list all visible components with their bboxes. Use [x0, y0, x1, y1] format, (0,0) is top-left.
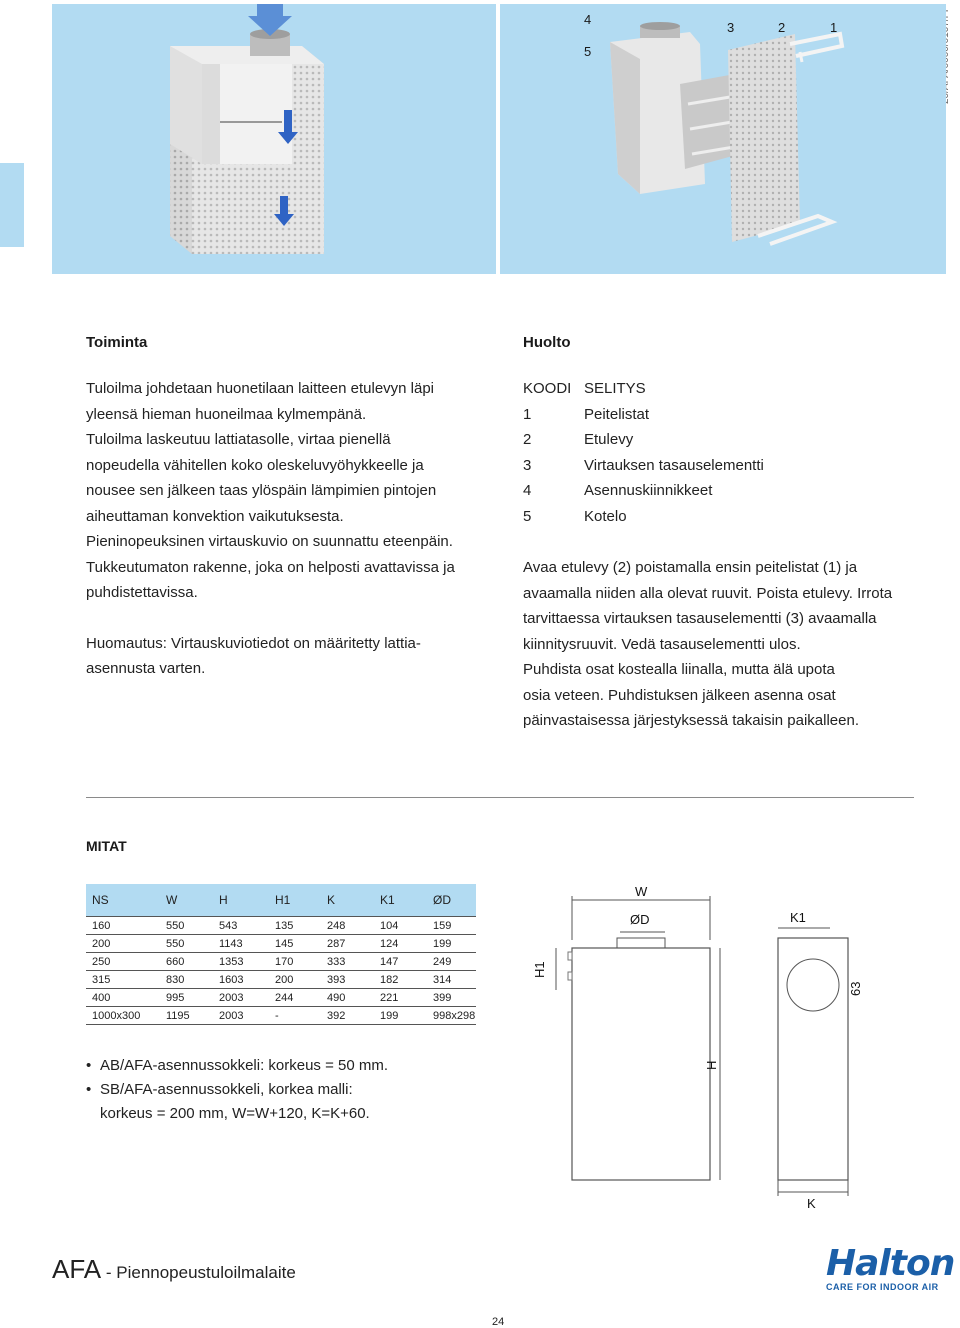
- callout-label-5: 5: [584, 44, 592, 59]
- section-divider: [86, 797, 914, 798]
- table-cell: 200: [269, 971, 321, 989]
- toiminta-note-line: Huomautus: Virtauskuviotiedot on määritetty lattia-: [86, 634, 421, 652]
- col-header: NS: [86, 884, 160, 917]
- table-cell: 248: [321, 917, 374, 935]
- toiminta-text: [86, 376, 506, 682]
- airflow-illustration-panel: [52, 4, 496, 274]
- table-cell: 399: [427, 989, 476, 1007]
- front-view: [532, 884, 720, 1180]
- legend-code: 2: [523, 431, 532, 448]
- table-row: [86, 1007, 476, 1025]
- legend-text: Virtauksen tasauselementti: [584, 456, 764, 474]
- table-cell: 249: [427, 953, 476, 971]
- legend-header: [523, 376, 923, 402]
- legend-text: Kotelo: [584, 507, 627, 525]
- legend-code: 4: [523, 482, 532, 499]
- toiminta-note-line: asennusta varten.: [86, 660, 206, 677]
- table-cell: 490: [321, 989, 374, 1007]
- table-cell: 1353: [213, 953, 269, 971]
- table-row: [86, 989, 476, 1007]
- toiminta-heading: Toiminta: [86, 334, 148, 351]
- huolto-line: Puhdista osat kostealla liinalla, mutta älä upota: [523, 661, 835, 678]
- table-cell: 244: [269, 989, 321, 1007]
- bullet-dot: •: [86, 1057, 92, 1074]
- toiminta-line: yleensä hieman huoneilmaa kylmempänä.: [86, 405, 367, 423]
- table-cell: 2003: [213, 1007, 269, 1025]
- col-header: H1: [269, 884, 321, 917]
- legend-row: [523, 427, 923, 453]
- duct-circle: [787, 959, 839, 1011]
- bullet-continuation: [86, 1102, 506, 1126]
- toiminta-line: nopeudella vähitellen koko oleskeluvyöhykkeelle ja: [86, 456, 424, 474]
- table-cell: 333: [321, 953, 374, 971]
- table-cell: 147: [374, 953, 427, 971]
- bullet-item: [86, 1054, 506, 1078]
- legend-text: Etulevy: [584, 431, 634, 448]
- legend-header-text: SELITYS: [584, 380, 646, 397]
- table-cell: 550: [160, 935, 213, 953]
- table-cell: 392: [321, 1007, 374, 1025]
- bullet-text: AB/AFA-asennussokkeli: korkeus = 50 mm.: [100, 1057, 389, 1074]
- table-cell: 314: [427, 971, 476, 989]
- col-header: K: [321, 884, 374, 917]
- table-cell: 393: [321, 971, 374, 989]
- table-header-row: [86, 884, 476, 917]
- toiminta-line: Tuloilma johdetaan huonetilaan laitteen etulevyn läpi: [86, 380, 435, 397]
- table-cell: 830: [160, 971, 213, 989]
- side-view: [778, 910, 863, 1210]
- halton-logo: [826, 1243, 955, 1294]
- bullet-dot: •: [86, 1081, 92, 1098]
- toiminta-line: Tuloilma laskeutuu lattiatasolle, virtaa pienellä: [86, 431, 391, 448]
- table-cell: 660: [160, 953, 213, 971]
- dimension-drawing: [520, 880, 880, 1210]
- table-cell: 199: [427, 935, 476, 953]
- rail-tick: [568, 952, 572, 960]
- huolto-heading: Huolto: [523, 334, 571, 351]
- table-cell: 135: [269, 917, 321, 935]
- callout-label-2: 2: [778, 20, 786, 35]
- page-number: 24: [492, 1316, 505, 1328]
- table-cell: 145: [269, 935, 321, 953]
- table-row: [86, 917, 476, 935]
- legend-text: Peitelistat: [584, 405, 650, 423]
- table-cell: 160: [86, 917, 160, 935]
- table-cell: 124: [374, 935, 427, 953]
- mitat-heading: MITAT: [86, 838, 127, 854]
- legend-row: [523, 402, 923, 428]
- table-cell: 104: [374, 917, 427, 935]
- legend-code: 1: [523, 405, 532, 423]
- rail-tick: [568, 972, 572, 980]
- unit-outline: [572, 948, 710, 1180]
- huolto-line: Avaa etulevy (2) poistamalla ensin peitelistat (1) ja: [523, 559, 858, 576]
- toiminta-line: nousee sen jälkeen taas ylöspäin lämpimien pintojen: [86, 482, 437, 499]
- table-cell: 550: [160, 917, 213, 935]
- huolto-line: avaamalla niiden alla olevat ruuvit. Poista etulevy. Irrota: [523, 584, 893, 602]
- table-cell: 250: [86, 953, 160, 971]
- table-cell: 1603: [213, 971, 269, 989]
- bullet-item: [86, 1078, 506, 1102]
- label-h1: H1: [532, 961, 547, 978]
- table-cell: 1195: [160, 1007, 213, 1025]
- table-cell: 200: [86, 935, 160, 953]
- legend-header-code: KOODI: [523, 380, 572, 397]
- toiminta-line: puhdistettavissa.: [86, 584, 198, 601]
- label-k1: K1: [790, 910, 806, 925]
- label-63: 63: [848, 981, 863, 996]
- duct-collar: [617, 938, 665, 948]
- col-header: ØD: [427, 884, 476, 917]
- legend-code: 5: [523, 507, 532, 525]
- table-cell: 2003: [213, 989, 269, 1007]
- callout-label-3: 3: [727, 20, 735, 35]
- table-cell: 400: [86, 989, 160, 1007]
- logo-tagline: CARE FOR INDOOR AIR: [826, 1282, 939, 1292]
- table-cell: 315: [86, 971, 160, 989]
- legend-row: [523, 453, 923, 479]
- dimensions-table-wrap: [86, 884, 476, 1025]
- table-cell: 159: [427, 917, 476, 935]
- logo-wordmark: Halton: [826, 1243, 955, 1284]
- huolto-line: päinvastaisessa järjestyksessä takaisin paikalleen.: [523, 712, 860, 729]
- huolto-line: kiinnitysruuvit. Vedä tasauselementti ulos.: [523, 635, 801, 653]
- socket-notes: [86, 1054, 506, 1126]
- toiminta-line: aiheuttaman konvektion vaikutuksesta.: [86, 507, 344, 525]
- col-header: W: [160, 884, 213, 917]
- huolto-text: [523, 555, 933, 734]
- callout-label-1: 1: [830, 20, 838, 35]
- table-cell: 221: [374, 989, 427, 1007]
- label-w: W: [635, 884, 648, 899]
- label-h: H: [704, 1060, 719, 1070]
- side-color-tab: [0, 163, 24, 247]
- exploded-view-panel: [500, 4, 946, 274]
- label-k: K: [807, 1196, 816, 1210]
- toiminta-line: Pieninopeuksinen virtauskuvio on suunnattu eteenpäin.: [86, 533, 453, 550]
- product-code: AFA: [52, 1254, 102, 1284]
- table-cell: 543: [213, 917, 269, 935]
- table-cell: 199: [374, 1007, 427, 1025]
- toiminta-line: Tukkeutumaton rakenne, joka on helposti avattavissa ja: [86, 558, 455, 576]
- table-row: [86, 935, 476, 953]
- col-header: K1: [374, 884, 427, 917]
- table-cell: 1000x300: [86, 1007, 160, 1025]
- table-cell: 182: [374, 971, 427, 989]
- exploded-view-illustration: [500, 4, 946, 274]
- huolto-line: tarvittaessa virtauksen tasauselementti (3) avaamalla: [523, 610, 877, 627]
- table-row: [86, 953, 476, 971]
- airflow-illustration: [52, 4, 496, 274]
- col-header: H: [213, 884, 269, 917]
- product-subtitle: - Piennopeustuloilmalaite: [101, 1263, 296, 1282]
- table-cell: -: [269, 1007, 321, 1025]
- legend-row: [523, 504, 923, 530]
- legend-row: [523, 478, 923, 504]
- table-cell: 998x298: [427, 1007, 476, 1025]
- table-cell: 287: [321, 935, 374, 953]
- legend-code: 3: [523, 456, 532, 474]
- product-title: [52, 1254, 296, 1285]
- huolto-line: osia veteen. Puhdistuksen jälkeen asenna osat: [523, 686, 836, 704]
- dimension-drawing-svg: [520, 880, 880, 1210]
- dimensions-table: [86, 884, 476, 1025]
- table-cell: 995: [160, 989, 213, 1007]
- table-cell: 170: [269, 953, 321, 971]
- legend-text: Asennuskiinnikkeet: [584, 482, 713, 499]
- callout-label-4: 4: [584, 12, 592, 27]
- table-cell: 1143: [213, 935, 269, 953]
- table-row: [86, 971, 476, 989]
- bullet-text: korkeus = 200 mm, W=W+120, K=K+60.: [100, 1105, 370, 1122]
- huolto-legend: [523, 376, 923, 529]
- bullet-text: SB/AFA-asennussokkeli, korkea malli:: [100, 1081, 353, 1098]
- label-od: ØD: [630, 912, 650, 927]
